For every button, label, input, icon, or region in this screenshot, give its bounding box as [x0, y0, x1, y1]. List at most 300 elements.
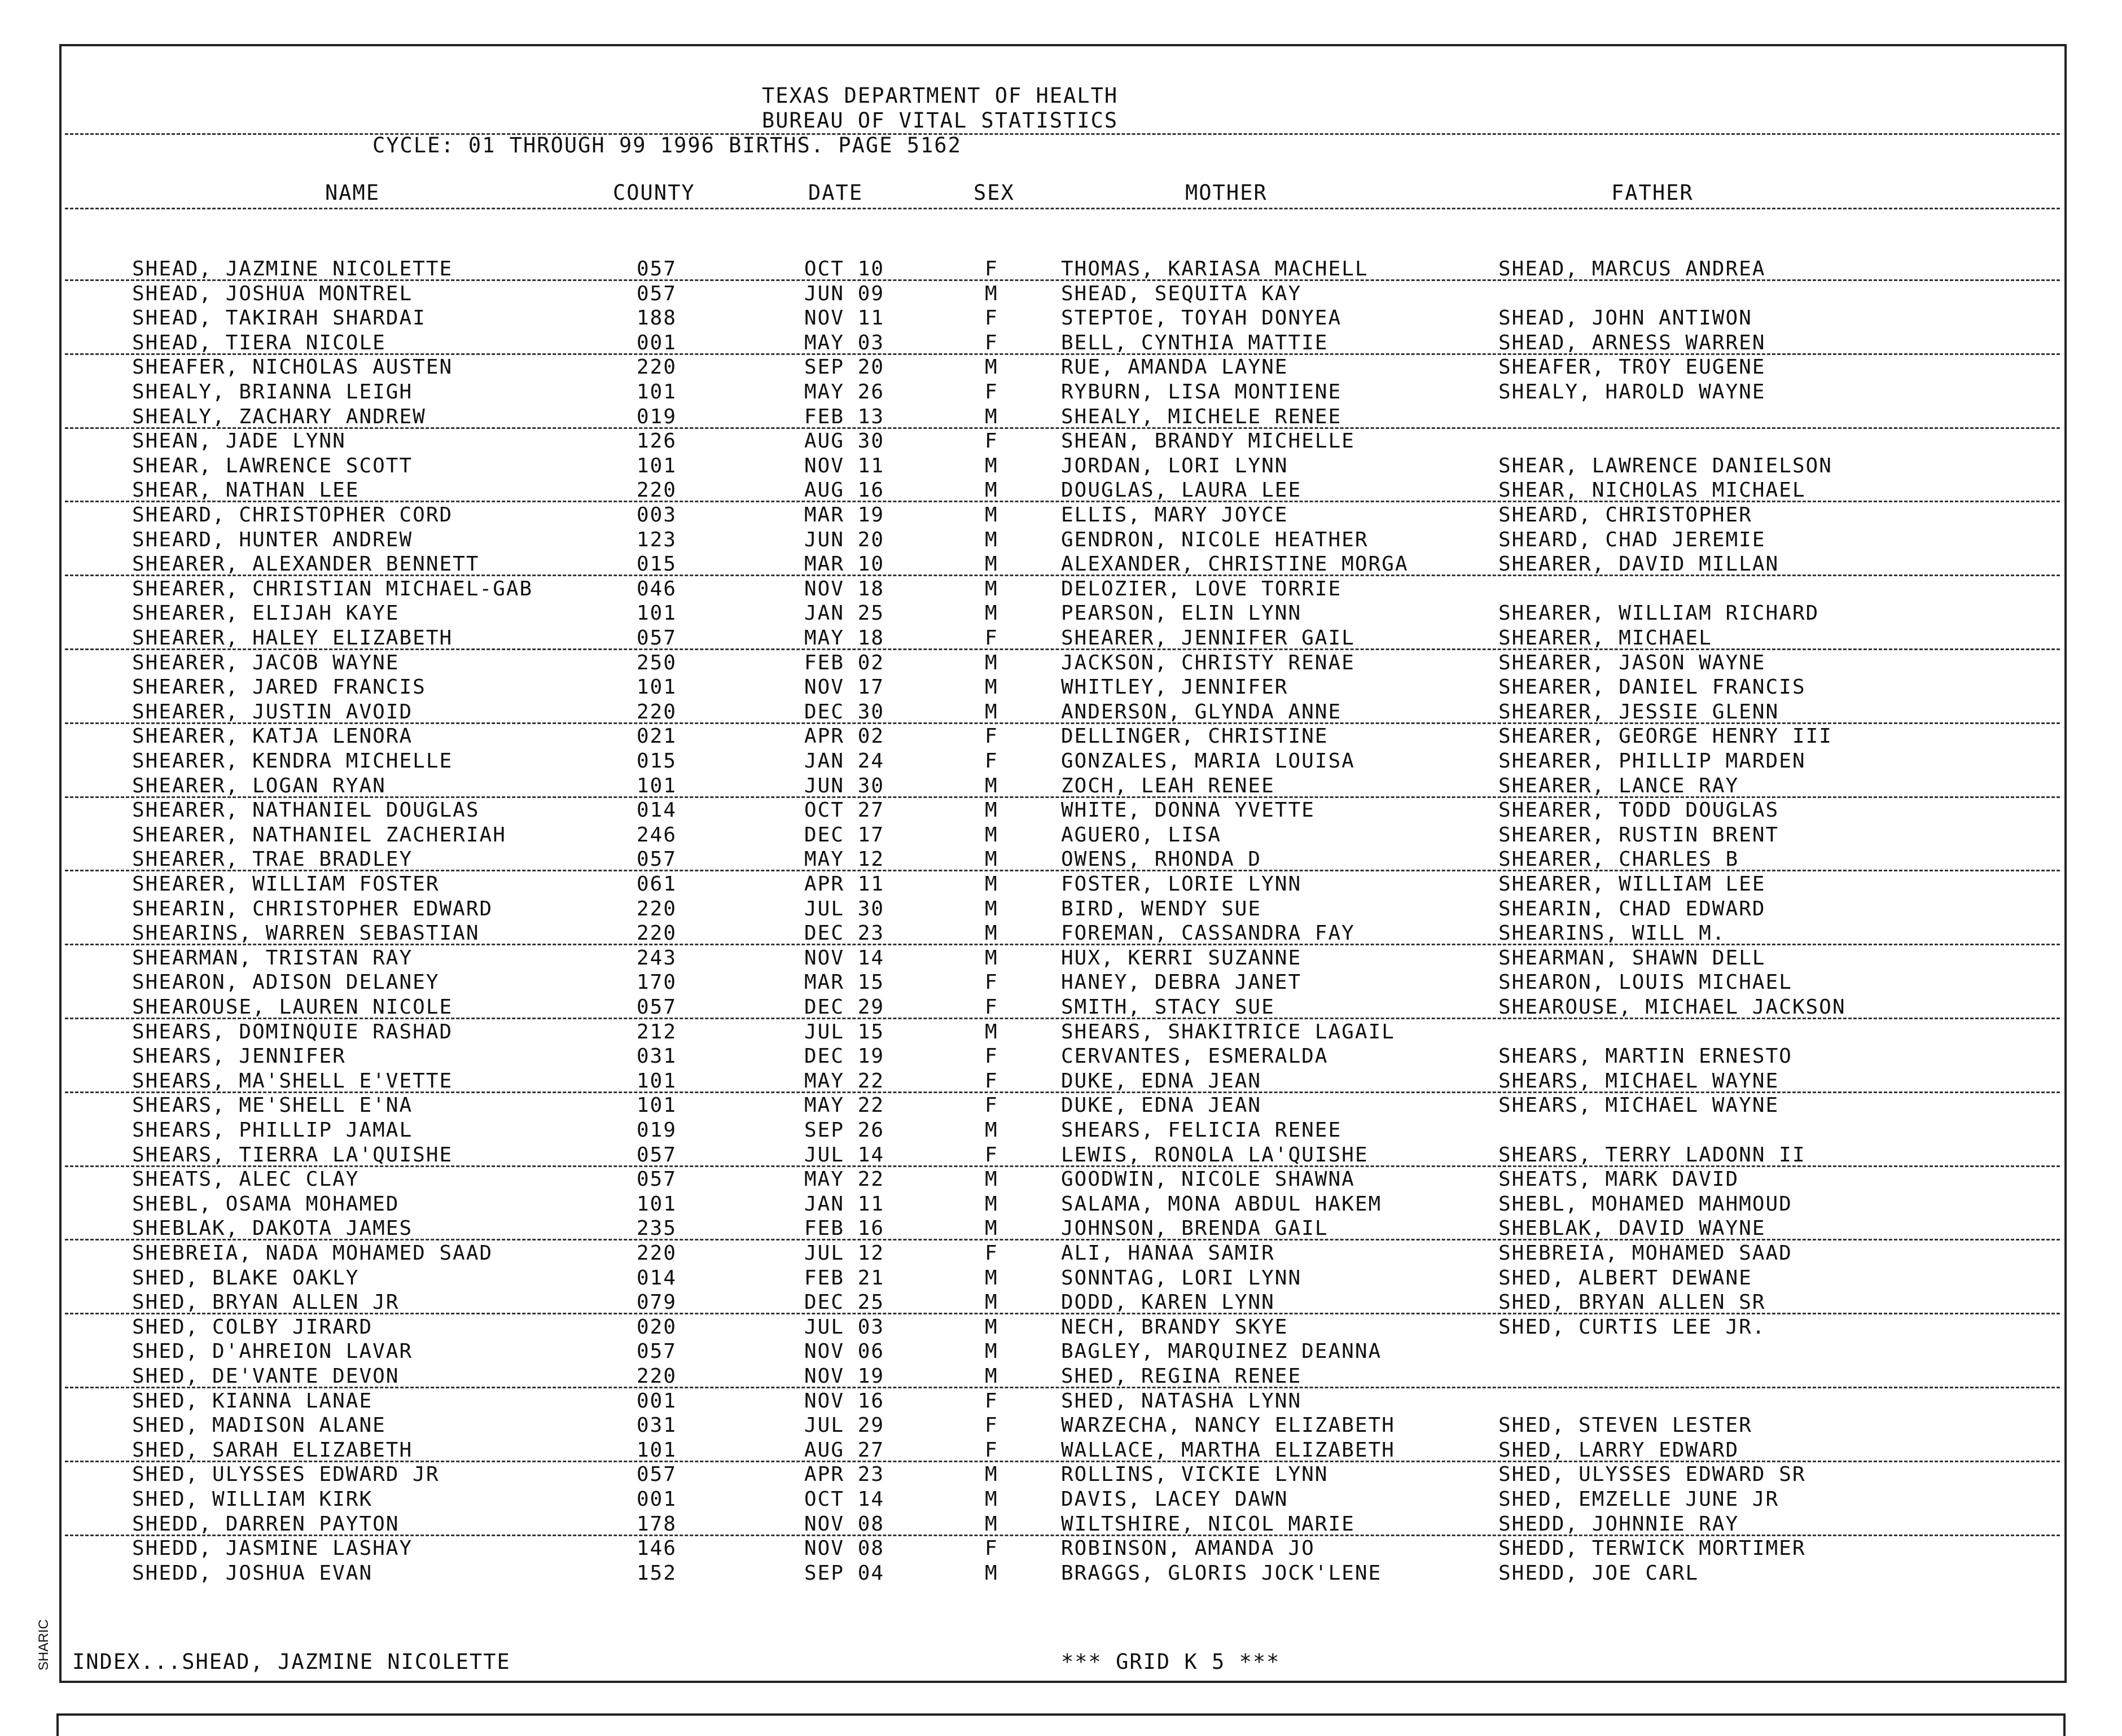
cell-sex: M — [985, 454, 998, 477]
cell-father: SHED, LARRY EDWARD — [1498, 1438, 1739, 1462]
cell-county: 101 — [637, 1069, 677, 1093]
cell-father: SHED, EMZELLE JUNE JR — [1498, 1488, 1779, 1511]
side-mark: SHARIC — [36, 1619, 51, 1671]
cell-sex: F — [985, 1069, 998, 1093]
column-header-mother: MOTHER — [1185, 181, 1268, 205]
cell-name: SHED, DE'VANTE DEVON — [132, 1365, 400, 1388]
cell-county: 101 — [637, 602, 677, 625]
cell-mother: SHEAN, BRANDY MICHELLE — [1061, 429, 1355, 453]
column-header-sex: SEX — [974, 181, 1015, 205]
cell-father: SHEDD, TERWICK MORTIMER — [1498, 1537, 1806, 1560]
cell-sex: F — [985, 996, 998, 1019]
cell-sex: M — [985, 823, 998, 847]
cell-father: SHEARER, LANCE RAY — [1498, 774, 1739, 797]
cell-date: SEP 26 — [804, 1119, 885, 1142]
cell-date: JAN 24 — [804, 749, 885, 773]
cell-date: NOV 18 — [804, 577, 885, 600]
cell-name: SHEARER, NATHANIEL ZACHERIAH — [132, 823, 506, 847]
cell-county: 243 — [637, 946, 677, 970]
cell-county: 057 — [637, 848, 677, 871]
cell-father: SHED, BRYAN ALLEN SR — [1498, 1291, 1766, 1314]
cell-father: SHED, STEVEN LESTER — [1498, 1414, 1752, 1437]
cell-date: DEC 19 — [804, 1045, 885, 1068]
cell-name: SHEARS, ME'SHELL E'NA — [132, 1094, 413, 1117]
row-group-dashed-rule — [65, 1239, 2060, 1240]
cell-date: MAY 22 — [804, 1168, 885, 1191]
cell-name: SHEARS, DOMINQUIE RASHAD — [132, 1020, 453, 1044]
table-row — [0, 355, 2122, 379]
cell-county: 057 — [637, 1463, 677, 1487]
cell-name: SHEALY, ZACHARY ANDREW — [132, 405, 426, 428]
cell-name: SHEARS, JENNIFER — [132, 1045, 346, 1068]
cell-name: SHED, KIANNA LANAE — [132, 1389, 373, 1413]
cell-mother: SHEARS, FELICIA RENEE — [1061, 1119, 1342, 1142]
cell-mother: DELOZIER, LOVE TORRIE — [1061, 577, 1342, 600]
table-row — [0, 872, 2122, 896]
cell-father: SHEARER, MICHAEL — [1498, 626, 1712, 650]
cell-date: NOV 19 — [804, 1365, 885, 1388]
row-group-dashed-rule — [65, 1387, 2060, 1388]
cell-county: 021 — [637, 725, 677, 748]
cell-county: 057 — [637, 282, 677, 305]
cell-sex: F — [985, 749, 998, 773]
cell-date: NOV 14 — [804, 946, 885, 970]
table-row — [0, 1044, 2122, 1068]
cell-sex: M — [985, 873, 998, 896]
cell-name: SHEAR, NATHAN LEE — [132, 479, 359, 502]
cell-county: 250 — [637, 651, 677, 674]
row-group-dashed-rule — [65, 575, 2060, 576]
cell-date: NOV 11 — [804, 454, 885, 477]
cell-county: 220 — [637, 479, 677, 502]
cell-sex: F — [985, 725, 998, 748]
cell-sex: M — [985, 1561, 998, 1585]
cell-mother: RUE, AMANDA LAYNE — [1061, 356, 1288, 379]
cell-date: NOV 17 — [804, 676, 885, 699]
cell-sex: M — [985, 700, 998, 724]
cell-sex: F — [985, 1143, 998, 1167]
table-row — [0, 454, 2122, 478]
cell-date: MAY 18 — [804, 626, 885, 650]
table-row — [0, 774, 2122, 798]
cell-county: 220 — [637, 1242, 677, 1265]
table-row — [0, 798, 2122, 822]
cell-mother: LEWIS, RONOLA LA'QUISHE — [1061, 1143, 1369, 1167]
cell-father: SHEARD, CHRISTOPHER — [1498, 503, 1752, 527]
cell-date: OCT 10 — [804, 257, 885, 280]
cell-mother: BIRD, WENDY SUE — [1061, 897, 1262, 920]
cell-name: SHEARD, HUNTER ANDREW — [132, 528, 413, 551]
header-bureau: BUREAU OF VITAL STATISTICS — [762, 108, 1119, 133]
table-row — [0, 429, 2122, 453]
cell-mother: SHED, NATASHA LYNN — [1061, 1389, 1302, 1413]
next-page-frame — [56, 1713, 2066, 1736]
cell-name: SHEAROUSE, LAUREN NICOLE — [132, 996, 453, 1019]
cell-date: NOV 06 — [804, 1340, 885, 1364]
cell-father: SHEARER, WILLIAM LEE — [1498, 873, 1766, 896]
cell-name: SHED, WILLIAM KIRK — [132, 1488, 373, 1511]
cell-name: SHEDD, DARREN PAYTON — [132, 1512, 400, 1536]
cell-county: 001 — [637, 1389, 677, 1413]
cell-sex: M — [985, 503, 998, 527]
cell-county: 212 — [637, 1020, 677, 1044]
row-group-dashed-rule — [65, 648, 2060, 650]
cell-mother: SHEALY, MICHELE RENEE — [1061, 405, 1342, 428]
row-group-dashed-rule — [65, 1535, 2060, 1536]
cell-sex: F — [985, 971, 998, 994]
cell-date: MAY 22 — [804, 1094, 885, 1117]
cell-sex: M — [985, 1192, 998, 1216]
table-row — [0, 651, 2122, 675]
cell-sex: M — [985, 1365, 998, 1388]
cell-date: JUN 20 — [804, 528, 885, 551]
cell-mother: JORDAN, LORI LYNN — [1061, 454, 1288, 477]
cell-mother: THOMAS, KARIASA MACHELL — [1061, 257, 1369, 280]
cell-county: 015 — [637, 553, 677, 576]
table-row — [0, 405, 2122, 429]
table-row — [0, 1315, 2122, 1339]
cell-mother: SHEAD, SEQUITA KAY — [1061, 282, 1302, 305]
cell-mother: GOODWIN, NICOLE SHAWNA — [1061, 1168, 1355, 1191]
cell-mother: WHITLEY, JENNIFER — [1061, 676, 1288, 699]
cell-date: OCT 27 — [804, 799, 885, 822]
column-header-name: NAME — [325, 181, 380, 205]
cell-father: SHEAD, MARCUS ANDREA — [1498, 257, 1766, 280]
cell-county: 015 — [637, 749, 677, 773]
cell-county: 126 — [637, 429, 677, 453]
cell-date: FEB 16 — [804, 1217, 885, 1240]
cell-date: NOV 16 — [804, 1389, 885, 1413]
cell-name: SHEARON, ADISON DELANEY — [132, 971, 440, 994]
cell-father: SHEARER, WILLIAM RICHARD — [1498, 602, 1820, 625]
cell-county: 003 — [637, 503, 677, 527]
cell-date: JUL 12 — [804, 1242, 885, 1265]
cell-sex: M — [985, 282, 998, 305]
cell-sex: F — [985, 380, 998, 404]
cell-mother: DUKE, EDNA JEAN — [1061, 1069, 1262, 1093]
table-row — [0, 970, 2122, 994]
cell-sex: M — [985, 577, 998, 600]
cell-county: 220 — [637, 1365, 677, 1388]
cell-father: SHEARS, TERRY LADONN II — [1498, 1143, 1806, 1167]
cell-mother: PEARSON, ELIN LYNN — [1061, 602, 1302, 625]
cell-name: SHEARINS, WARREN SEBASTIAN — [132, 922, 480, 945]
cell-name: SHEARER, ELIJAH KAYE — [132, 602, 400, 625]
cell-name: SHEARER, CHRISTIAN MICHAEL-GAB — [132, 577, 533, 600]
cell-date: MAR 10 — [804, 553, 885, 576]
table-row — [0, 306, 2122, 330]
row-group-dashed-rule — [65, 279, 2060, 281]
cell-sex: M — [985, 479, 998, 502]
cell-date: JAN 25 — [804, 602, 885, 625]
cell-county: 001 — [637, 331, 677, 354]
cell-county: 235 — [637, 1217, 677, 1240]
cell-date: JUL 29 — [804, 1414, 885, 1437]
table-row — [0, 1413, 2122, 1437]
cell-mother: BAGLEY, MARQUINEZ DEANNA — [1061, 1340, 1382, 1364]
cell-mother: ZOCH, LEAH RENEE — [1061, 774, 1275, 797]
cell-mother: NECH, BRANDY SKYE — [1061, 1315, 1288, 1339]
cell-father: SHED, ULYSSES EDWARD SR — [1498, 1463, 1806, 1487]
table-row — [0, 946, 2122, 970]
cell-name: SHEAD, TAKIRAH SHARDAI — [132, 306, 426, 330]
cell-county: 057 — [637, 1143, 677, 1167]
cell-mother: DAVIS, LACEY DAWN — [1061, 1488, 1288, 1511]
header-agency: TEXAS DEPARTMENT OF HEALTH — [762, 84, 1119, 108]
cell-sex: M — [985, 356, 998, 379]
cell-county: 001 — [637, 1488, 677, 1511]
cell-county: 178 — [637, 1512, 677, 1536]
cell-name: SHEATS, ALEC CLAY — [132, 1168, 359, 1191]
table-row — [0, 1487, 2122, 1511]
cell-county: 031 — [637, 1045, 677, 1068]
table-row — [0, 331, 2122, 355]
cell-date: JUL 30 — [804, 897, 885, 920]
cell-name: SHEARIN, CHRISTOPHER EDWARD — [132, 897, 493, 920]
cell-name: SHED, ULYSSES EDWARD JR — [132, 1463, 440, 1487]
cell-father: SHEARER, TODD DOUGLAS — [1498, 799, 1779, 822]
cell-name: SHEARER, WILLIAM FOSTER — [132, 873, 440, 896]
cell-county: 061 — [637, 873, 677, 896]
cell-county: 046 — [637, 577, 677, 600]
table-row — [0, 282, 2122, 306]
cell-mother: FOSTER, LORIE LYNN — [1061, 873, 1302, 896]
table-row — [0, 724, 2122, 748]
cell-father: SHEBLAK, DAVID WAYNE — [1498, 1217, 1766, 1240]
cell-county: 101 — [637, 774, 677, 797]
cell-date: APR 02 — [804, 725, 885, 748]
cell-father: SHEARER, DANIEL FRANCIS — [1498, 676, 1806, 699]
cell-father: SHEAFER, TROY EUGENE — [1498, 356, 1766, 379]
cell-county: 101 — [637, 1094, 677, 1117]
cell-name: SHEBLAK, DAKOTA JAMES — [132, 1217, 413, 1240]
cell-sex: F — [985, 429, 998, 453]
table-row — [0, 847, 2122, 871]
cell-sex: F — [985, 1242, 998, 1265]
cell-sex: M — [985, 553, 998, 576]
cell-date: JAN 11 — [804, 1192, 885, 1216]
cell-mother: ALI, HANAA SAMIR — [1061, 1242, 1275, 1265]
cell-sex: M — [985, 528, 998, 551]
cell-father: SHEARON, LOUIS MICHAEL — [1498, 971, 1792, 994]
row-group-dashed-rule — [65, 427, 2060, 429]
cell-mother: BRAGGS, GLORIS JOCK'LENE — [1061, 1561, 1382, 1585]
cell-county: 188 — [637, 306, 677, 330]
cell-father: SHEARD, CHAD JEREMIE — [1498, 528, 1766, 551]
cell-county: 057 — [637, 1340, 677, 1364]
cell-county: 220 — [637, 897, 677, 920]
cell-date: SEP 20 — [804, 356, 885, 379]
table-row — [0, 1069, 2122, 1093]
cell-county: 170 — [637, 971, 677, 994]
table-row — [0, 1241, 2122, 1265]
cell-county: 146 — [637, 1537, 677, 1560]
cell-father: SHEARER, GEORGE HENRY III — [1498, 725, 1832, 748]
cell-mother: SONNTAG, LORI LYNN — [1061, 1266, 1302, 1290]
cell-name: SHEARER, HALEY ELIZABETH — [132, 626, 453, 650]
cell-sex: M — [985, 1020, 998, 1044]
cell-father: SHEARMAN, SHAWN DELL — [1498, 946, 1766, 970]
cell-date: DEC 23 — [804, 922, 885, 945]
cell-name: SHEAN, JADE LYNN — [132, 429, 346, 453]
cell-mother: DOUGLAS, LAURA LEE — [1061, 479, 1302, 502]
table-row — [0, 1143, 2122, 1167]
cell-sex: F — [985, 331, 998, 354]
cell-mother: AGUERO, LISA — [1061, 823, 1222, 847]
row-group-dashed-rule — [65, 353, 2060, 355]
cell-name: SHEARS, TIERRA LA'QUISHE — [132, 1143, 453, 1167]
cell-name: SHEARER, JARED FRANCIS — [132, 676, 426, 699]
cell-father: SHED, CURTIS LEE JR. — [1498, 1315, 1766, 1339]
cell-mother: GENDRON, NICOLE HEATHER — [1061, 528, 1369, 551]
table-row — [0, 1536, 2122, 1560]
cell-name: SHEAR, LAWRENCE SCOTT — [132, 454, 413, 477]
table-row — [0, 1389, 2122, 1413]
cell-date: JUN 30 — [804, 774, 885, 797]
cell-mother: SHED, REGINA RENEE — [1061, 1365, 1302, 1388]
table-row — [0, 1093, 2122, 1117]
table-row — [0, 257, 2122, 281]
table-row — [0, 1216, 2122, 1240]
cell-county: 057 — [637, 257, 677, 280]
cell-county: 014 — [637, 1266, 677, 1290]
cell-father: SHEAD, JOHN ANTIWON — [1498, 306, 1752, 330]
cell-sex: M — [985, 651, 998, 674]
cell-mother: HANEY, DEBRA JANET — [1061, 971, 1302, 994]
column-header-dashed-rule — [65, 208, 2060, 209]
cell-father: SHEAD, ARNESS WARREN — [1498, 331, 1766, 354]
cell-name: SHEARD, CHRISTOPHER CORD — [132, 503, 453, 527]
table-row — [0, 1266, 2122, 1290]
footer-index: INDEX...SHEAD, JAZMINE NICOLETTE — [72, 1650, 511, 1674]
cell-name: SHEALY, BRIANNA LEIGH — [132, 380, 413, 404]
cell-name: SHED, SARAH ELIZABETH — [132, 1438, 413, 1462]
cell-mother: ALEXANDER, CHRISTINE MORGA — [1061, 553, 1409, 576]
cell-father: SHEARINS, WILL M. — [1498, 922, 1726, 945]
table-row — [0, 503, 2122, 527]
table-row — [0, 995, 2122, 1019]
cell-date: OCT 14 — [804, 1488, 885, 1511]
cell-sex: F — [985, 306, 998, 330]
cell-sex: F — [985, 257, 998, 280]
cell-father: SHEBL, MOHAMED MAHMOUD — [1498, 1192, 1792, 1216]
footer-grid: *** GRID K 5 *** — [1061, 1650, 1281, 1674]
cell-name: SHEBL, OSAMA MOHAMED — [132, 1192, 400, 1216]
cell-sex: M — [985, 1266, 998, 1290]
cell-sex: F — [985, 1389, 998, 1413]
cell-county: 246 — [637, 823, 677, 847]
header-cycle: CYCLE: 01 THROUGH 99 1996 BIRTHS. PAGE 5162 — [372, 133, 962, 157]
cell-date: MAR 15 — [804, 971, 885, 994]
table-row — [0, 675, 2122, 699]
cell-date: MAY 12 — [804, 848, 885, 871]
cell-sex: M — [985, 1217, 998, 1240]
cell-mother: SMITH, STACY SUE — [1061, 996, 1275, 1019]
cell-mother: RYBURN, LISA MONTIENE — [1061, 380, 1342, 404]
cell-mother: FOREMAN, CASSANDRA FAY — [1061, 922, 1355, 945]
cell-name: SHEARS, PHILLIP JAMAL — [132, 1119, 413, 1142]
cell-sex: M — [985, 922, 998, 945]
cell-county: 031 — [637, 1414, 677, 1437]
table-row — [0, 1364, 2122, 1388]
table-row — [0, 1290, 2122, 1314]
cell-name: SHEARER, ALEXANDER BENNETT — [132, 553, 480, 576]
row-group-dashed-rule — [65, 944, 2060, 945]
cell-sex: F — [985, 626, 998, 650]
cell-sex: M — [985, 602, 998, 625]
cell-date: DEC 29 — [804, 996, 885, 1019]
cell-name: SHEARER, KENDRA MICHELLE — [132, 749, 453, 773]
table-row — [0, 601, 2122, 625]
cell-father: SHEARS, MARTIN ERNESTO — [1498, 1045, 1792, 1068]
cell-name: SHEARER, JUSTIN AVOID — [132, 700, 413, 724]
cell-name: SHED, MADISON ALANE — [132, 1414, 386, 1437]
cell-mother: JOHNSON, BRENDA GAIL — [1061, 1217, 1329, 1240]
cell-sex: M — [985, 1463, 998, 1487]
cell-date: MAY 26 — [804, 380, 885, 404]
cell-date: JUL 03 — [804, 1315, 885, 1339]
table-row — [0, 380, 2122, 404]
cell-date: JUL 15 — [804, 1020, 885, 1044]
cell-county: 079 — [637, 1291, 677, 1314]
table-row — [0, 478, 2122, 502]
cell-mother: SHEARER, JENNIFER GAIL — [1061, 626, 1355, 650]
cell-mother: SHEARS, SHAKITRICE LAGAIL — [1061, 1020, 1395, 1044]
table-row — [0, 921, 2122, 945]
cell-date: NOV 08 — [804, 1537, 885, 1560]
cell-name: SHEAD, JAZMINE NICOLETTE — [132, 257, 453, 280]
cell-father: SHEBREIA, MOHAMED SAAD — [1498, 1242, 1792, 1265]
row-group-dashed-rule — [65, 1018, 2060, 1019]
cell-date: APR 11 — [804, 873, 885, 896]
cell-county: 057 — [637, 1168, 677, 1191]
cell-mother: WALLACE, MARTHA ELIZABETH — [1061, 1438, 1395, 1462]
cell-father: SHEARER, CHARLES B — [1498, 848, 1739, 871]
cell-name: SHEARER, NATHANIEL DOUGLAS — [132, 799, 480, 822]
cell-county: 123 — [637, 528, 677, 551]
cell-date: MAR 19 — [804, 503, 885, 527]
cell-father: SHEARS, MICHAEL WAYNE — [1498, 1069, 1779, 1093]
cell-mother: JACKSON, CHRISTY RENAE — [1061, 651, 1355, 674]
table-row — [0, 1020, 2122, 1044]
cell-sex: M — [985, 1315, 998, 1339]
table-row — [0, 897, 2122, 921]
cell-sex: F — [985, 1537, 998, 1560]
cell-name: SHEAFER, NICHOLAS AUSTEN — [132, 356, 453, 379]
table-row — [0, 1561, 2122, 1585]
cell-father: SHEAR, NICHOLAS MICHAEL — [1498, 479, 1806, 502]
column-header-date: DATE — [808, 181, 863, 205]
cell-sex: M — [985, 799, 998, 822]
cell-county: 020 — [637, 1315, 677, 1339]
cell-father: SHEARER, JESSIE GLENN — [1498, 700, 1779, 724]
table-row — [0, 552, 2122, 576]
cell-name: SHEARER, KATJA LENORA — [132, 725, 413, 748]
cell-date: DEC 30 — [804, 700, 885, 724]
row-group-dashed-rule — [65, 1461, 2060, 1462]
cell-date: SEP 04 — [804, 1561, 885, 1585]
cell-mother: WILTSHIRE, NICOL MARIE — [1061, 1512, 1355, 1536]
cell-name: SHED, BLAKE OAKLY — [132, 1266, 359, 1290]
table-row — [0, 749, 2122, 773]
cell-name: SHEBREIA, NADA MOHAMED SAAD — [132, 1242, 493, 1265]
cell-county: 101 — [637, 1192, 677, 1216]
cell-father: SHEDD, JOE CARL — [1498, 1561, 1699, 1585]
cell-name: SHEARS, MA'SHELL E'VETTE — [132, 1069, 453, 1093]
cell-date: FEB 02 — [804, 651, 885, 674]
table-row — [0, 577, 2122, 601]
row-group-dashed-rule — [65, 870, 2060, 871]
